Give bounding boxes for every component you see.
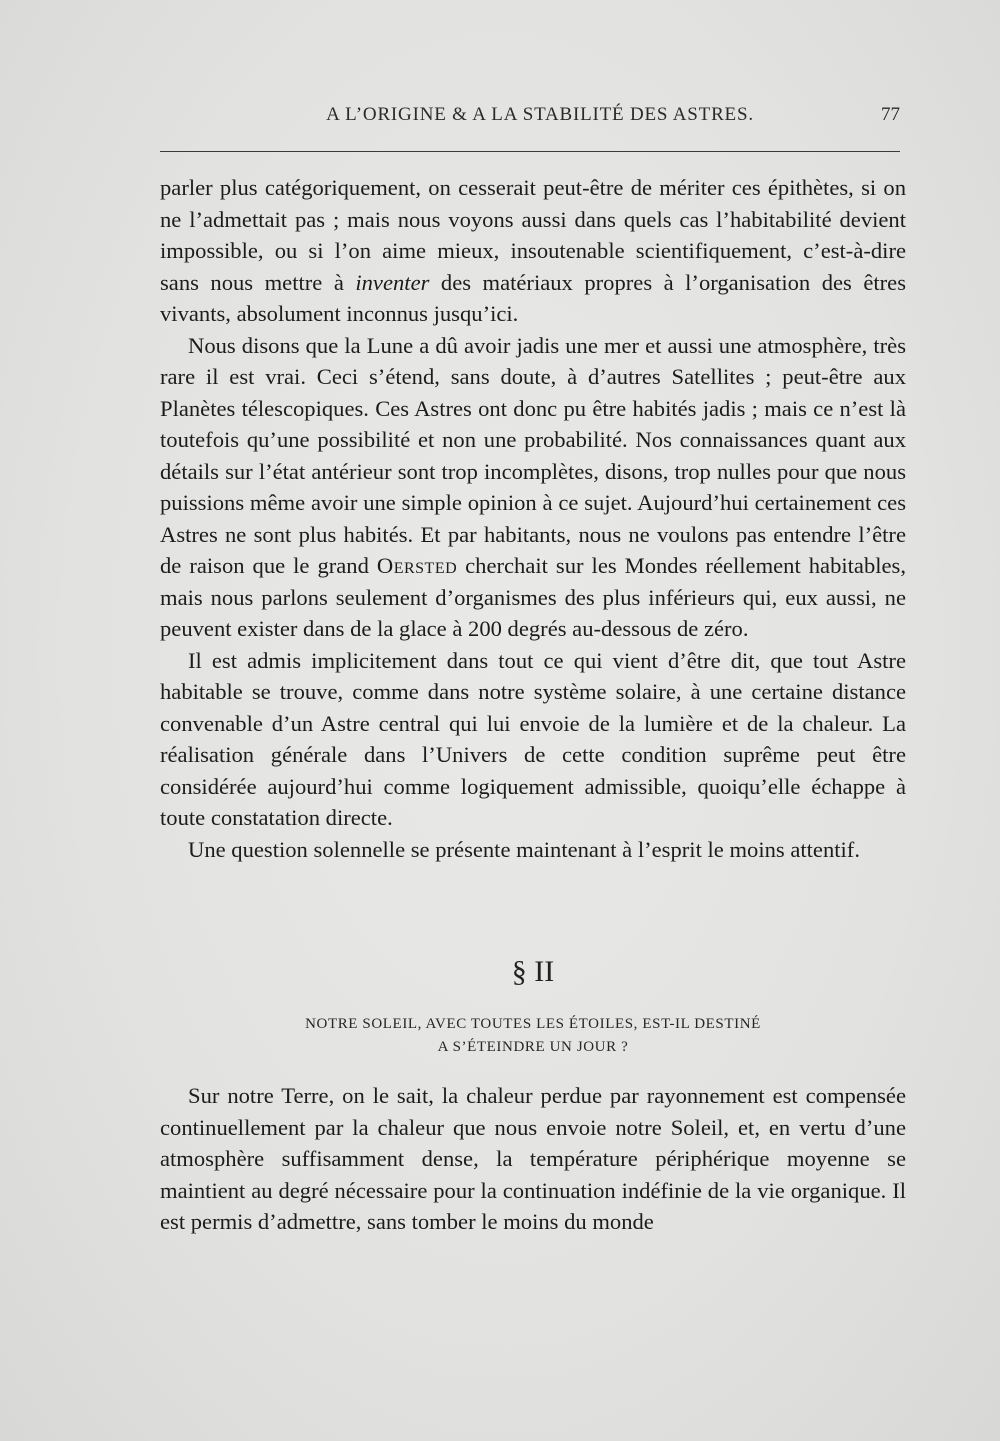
paragraph — [160, 330, 906, 645]
emphasis-inventer: inventer — [355, 269, 430, 295]
running-title: A L’ORIGINE & A LA STABILITÉ DES ASTRES. — [326, 104, 754, 125]
paragraph-text: parler plus catégoriquement, on cesserait peut-être de mériter ces épithètes, si on ne l’admettait pas ; mais nous voyons aussi dans quels cas l’habitabilité devient impossible, ou si l’on aime mieux, insoutenable scientifiquement, c’est-à-dire sans nous mettre à — [160, 175, 906, 295]
section-title — [160, 1013, 906, 1059]
paragraph-text: cherchait sur les Mondes réellement habitables, mais nous parlons seulement d’organismes des plus inférieurs qui, eux aussi, ne peuvent exister dans de la glace à 200 degrés au-dessous de zéro. — [160, 553, 907, 641]
paragraph: Il est admis implicitement dans tout ce qui vient d’être dit, que tout Astre habitable se trouve, comme dans notre système solaire, à une certaine distance convenable d’un Astre central qui lui envoie de la lumière et de la chaleur. La réalisation générale dans l’Univers de cette condition suprême peut être considérée aujourd’hui comme logiquement admissible, quoiqu’elle échappe à toute constatation directe. — [160, 647, 906, 830]
paragraph-continued — [160, 172, 906, 330]
section-text — [160, 1080, 906, 1238]
section-title-line: NOTRE SOLEIL, AVEC TOUTES LES ÉTOILES, EST-IL DESTINÉ — [305, 1016, 761, 1032]
paragraph: Sur notre Terre, on le sait, la chaleur perdue par rayonnement est compensée continuellement par la chaleur que nous envoie notre Soleil, et, en vertu d’une atmosphère suffisamment dense, la température périphérique moyenne se maintient au degré nécessaire pour la continuation indéfinie de la vie organique. Il est permis d’admettre, sans tomber le moins du monde — [160, 1083, 906, 1234]
main-text — [160, 172, 906, 865]
paragraph: Une question solennelle se présente maintenant à l’esprit le moins attentif. — [188, 836, 860, 862]
running-header — [160, 100, 900, 130]
section-title-line: A S’ÉTEINDRE UN JOUR ? — [437, 1039, 629, 1055]
paragraph-text: des matériaux propres à l’organisation des êtres vivants, absolument inconnus jusqu’ici. — [160, 269, 907, 326]
header-rule — [160, 151, 900, 152]
paragraph-text: Nous disons que la Lune a dû avoir jadis une mer et aussi une atmosphère, très rare il est vrai. Ceci s’étend, sans doute, à d’autres Satellites ; peut-être aux Planètes télescopiques. Ces Astres ont donc pu être habités jadis ; mais ce n’est là toutefois qu’une possibilité et non une probabilité. Nos connaissances quant aux détails sur l’état antérieur sont trop incomplètes, disons, trop nulles pour que nous puissions même avoir une simple opinion à ce sujet. Aujourd’hui certainement ces Astres ne sont plus habités. Et par habitants, nous ne voulons pas entendre l’être de raison que le grand — [160, 332, 906, 578]
section-number: § II — [511, 955, 555, 988]
page-number: 77 — [881, 104, 900, 125]
name-oersted: Oersted — [376, 553, 458, 578]
